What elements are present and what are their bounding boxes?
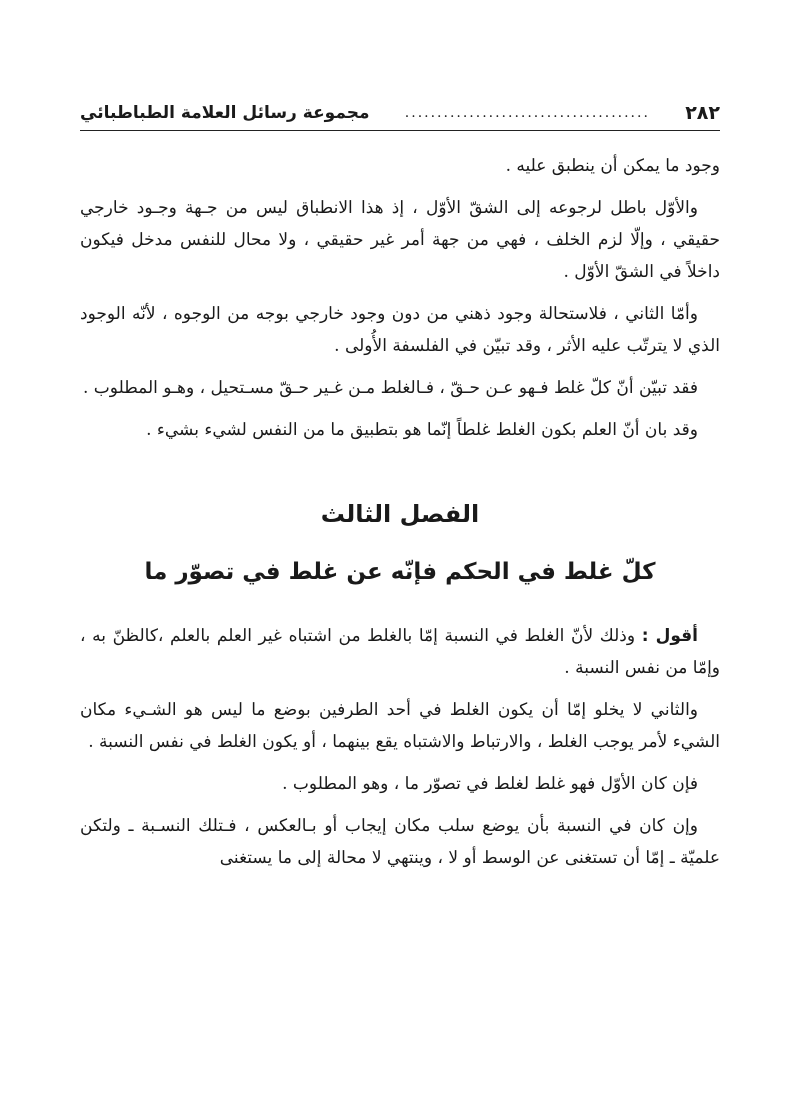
leader-dots: ...................................... — [404, 105, 650, 121]
running-title: مجموعة رسائل العلامة الطباطبائي — [80, 103, 370, 123]
paragraph: فقد تبيّن أنّ كلّ غلط فـهو عـن حـقّ ، فـالغلط مـن غـير حـقّ مسـتحيل ، وهـو المطلوب . — [82, 378, 698, 398]
paragraph: فإن كان الأوّل فهو غلط لغلط في تصوّر ما ، وهو المطلوب . — [282, 774, 698, 794]
lead-text: وذلك لأنّ الغلط في النسبة إمّا بالغلط من اشتباه غير العلم بالعلم ،كالظنّ به ، وإمّا من نفس النسبة . — [80, 626, 720, 678]
lead-word: أقول : — [641, 626, 698, 646]
page-header — [80, 96, 720, 131]
page-body — [80, 150, 720, 884]
chapter-subtitle: كلّ غلط في الحكم فإنّه عن غلط في تصوّر ما — [144, 559, 656, 585]
paragraph: وقد بان أنّ العلم بكون الغلط غلطاً إنّما هو بتطبيق ما من النفس لشيء بشيء . — [146, 420, 698, 440]
paragraph: والأوّل باطل لرجوعه إلى الشقّ الأوّل ، إذ هذا الانطباق ليس من جـهة وجـود خارجي حقيقي ، وإلّا لزم الخلف ، فهي من جهة أمر غير حقيقي ، ولا محال للنفس مدخل فيكون داخلاً في الشقّ الأوّل . — [80, 198, 720, 282]
lead-paragraph — [80, 620, 720, 684]
paragraph: وجود ما يمكن أن ينطبق عليه . — [505, 156, 720, 176]
page-number: ٢٨٢ — [685, 102, 720, 124]
paragraph: وأمّا الثاني ، فلاستحالة وجود ذهني من دون وجود خارجي بوجه من الوجوه ، لأنّه الوجود الذي لا يترتّب عليه الأثر ، وقد تبيّن في الفلسفة الأُولى . — [80, 304, 720, 356]
paragraph: والثاني لا يخلو إمّا أن يكون الغلط في أحد الطرفين بوضع ما ليس هو الشـيء مكان الشيء لأمر يوجب الغلط ، والارتباط والاشتباه يقع بينهما ، أو يكون الغلط في نفس النسبة . — [80, 700, 720, 752]
paragraph: وإن كان في النسبة بأن يوضع سلب مكان إيجاب أو بـالعكس ، فـتلك النسـبة ـ ولتكن علميّة ـ إمّا أن تستغنى عن الوسط أو لا ، وينتهي لا محالة إلى ما يستغنى — [80, 816, 720, 868]
chapter-title: الفصل الثالث — [320, 500, 480, 528]
